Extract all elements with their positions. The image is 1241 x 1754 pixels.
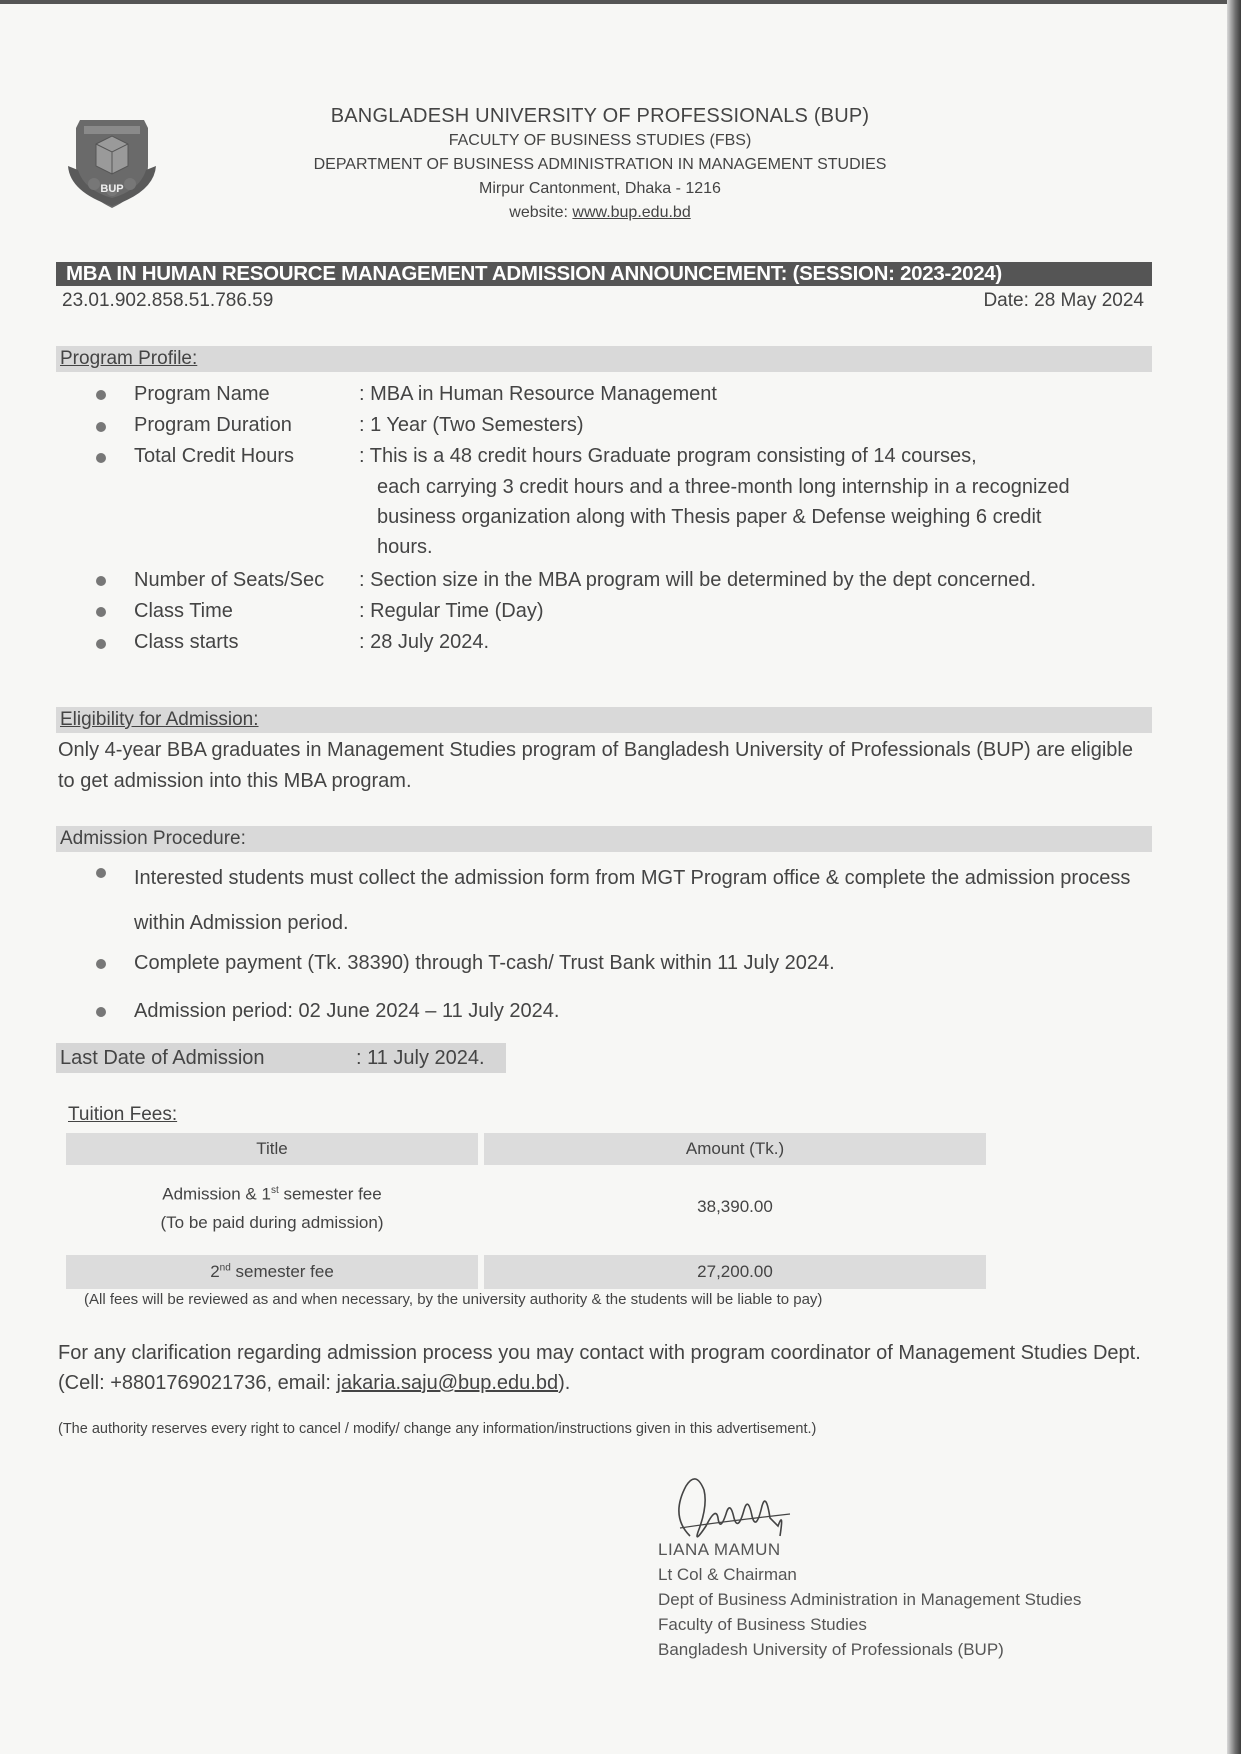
scan-right-edge <box>1227 0 1241 1754</box>
fee-amount: 27,200.00 <box>484 1255 986 1289</box>
eligibility-heading: Eligibility for Admission: <box>56 707 1152 733</box>
bullet-icon <box>96 1007 106 1017</box>
address: Mirpur Cantonment, Dhaka - 1216 <box>479 180 721 197</box>
procedure-item: Complete payment (Tk. 38390) through T-cash/ Trust Bank within 11 July 2024. <box>134 952 835 974</box>
department-name: DEPARTMENT OF BUSINESS ADMINISTRATION IN MANAGEMENT STUDIES <box>313 156 887 173</box>
faculty-name: FACULTY OF BUSINESS STUDIES (FBS) <box>448 132 752 149</box>
table-row <box>66 1165 986 1249</box>
fee-title: Admission & 1st semester fee (To be paid during admission) <box>160 1184 384 1232</box>
profile-item-continuation: each carrying 3 credit hours and a three-month long internship in a recognized business organization along with Thesis paper & Defense weighing 6 credit hours. <box>377 476 1070 558</box>
svg-text:BUP: BUP <box>100 183 124 195</box>
reference-number: 23.01.902.858.51.786.59 <box>62 290 274 311</box>
bullet-icon <box>96 453 106 463</box>
bullet-icon <box>96 959 106 969</box>
website-line: website: www.bup.edu.bd <box>509 204 691 221</box>
letterhead <box>200 103 1000 225</box>
signatory-rank: Lt Col & Chairman <box>658 1565 797 1584</box>
column-amount-header: Amount (Tk.) <box>484 1133 986 1165</box>
announcement-title: MBA IN HUMAN RESOURCE MANAGEMENT ADMISSION ANNOUNCEMENT: (SESSION: 2023-2024) <box>56 262 1152 286</box>
procedure-item: Admission period: 02 June 2024 – 11 July 2024. <box>134 1000 560 1022</box>
announcement-date: Date: 28 May 2024 <box>983 290 1144 311</box>
eligibility-text: Only 4-year BBA graduates in Management Studies program of Bangladesh University of Professionals (BUP) are eligible to get admission into this MBA program. <box>58 739 1133 792</box>
fees-note: (All fees will be reviewed as and when necessary, by the university authority & the students will be liable to pay) <box>84 1291 823 1308</box>
column-title-header: Title <box>66 1133 478 1165</box>
signatory-dept: Dept of Business Administration in Management Studies <box>658 1590 1082 1609</box>
bullet-icon <box>96 868 106 878</box>
last-date-of-admission: Last Date of Admission : 11 July 2024. <box>56 1043 506 1073</box>
bup-logo <box>66 114 158 212</box>
signatory-faculty: Faculty of Business Studies <box>658 1615 867 1634</box>
table-row <box>66 1255 986 1289</box>
program-profile-heading: Program Profile: <box>56 346 1152 372</box>
procedure-heading: Admission Procedure: <box>56 826 1152 852</box>
fee-title: 2nd semester fee <box>66 1255 478 1289</box>
table-header-row <box>66 1133 986 1165</box>
reference-row <box>62 290 1144 316</box>
procedure-item: Interested students must collect the admission form from MGT Program office & complete the admission process within Admission period. <box>134 867 1131 934</box>
tuition-fees-table <box>66 1133 986 1289</box>
contact-paragraph: For any clarification regarding admission process you may contact with program coordinator of Management Studies Dept. (Cell: +8801769021736, email: jakaria.saju@bup.edu.bd). <box>58 1342 1141 1394</box>
email-link[interactable]: jakaria.saju@bup.edu.bd <box>336 1372 559 1394</box>
signatory-block <box>658 1537 1081 1662</box>
university-name: BANGLADESH UNIVERSITY OF PROFESSIONALS (BUP) <box>330 105 870 127</box>
bullet-icon <box>96 422 106 432</box>
bullet-icon <box>96 576 106 586</box>
bullet-icon <box>96 639 106 649</box>
fee-amount: 38,390.00 <box>697 1197 773 1216</box>
signatory-university: Bangladesh University of Professionals (BUP) <box>658 1640 1004 1659</box>
scan-top-edge <box>0 0 1241 4</box>
signatory-name: LIANA MAMUN <box>658 1540 781 1559</box>
bullet-icon <box>96 390 106 400</box>
tuition-fees-heading: Tuition Fees: <box>68 1104 178 1125</box>
bullet-icon <box>96 607 106 617</box>
website-link[interactable]: www.bup.edu.bd <box>572 204 691 221</box>
authority-note: (The authority reserves every right to cancel / modify/ change any information/instructions given in this advertisement.) <box>58 1421 817 1437</box>
